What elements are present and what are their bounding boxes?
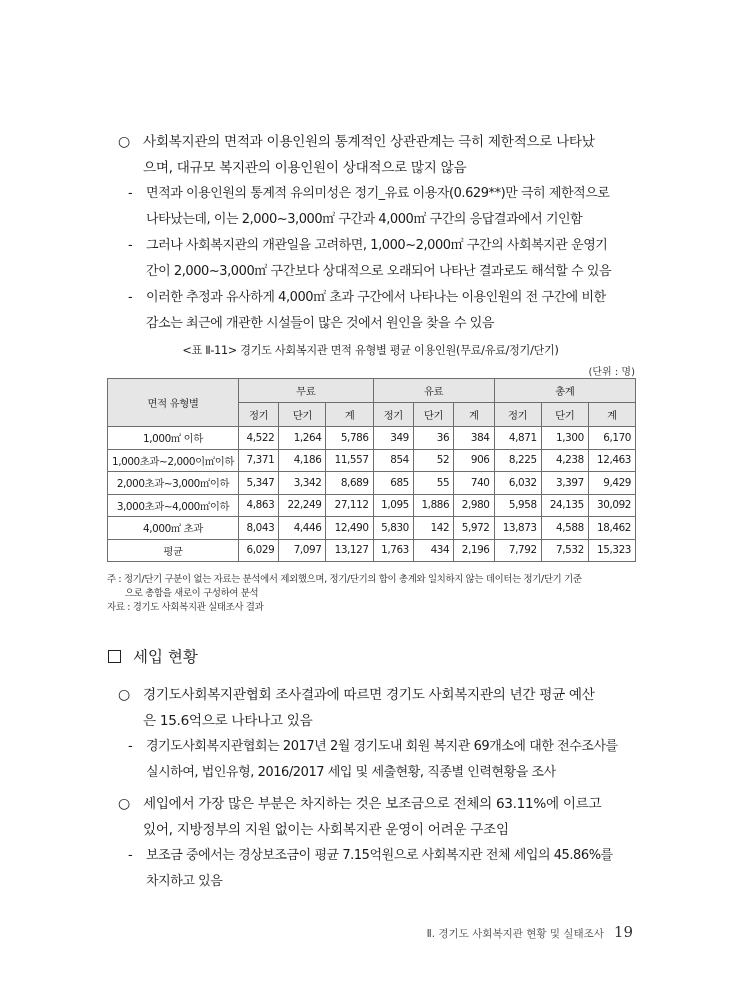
value-cell: 854 [373, 449, 413, 472]
table-note-continued: 으로 총합을 새로이 구성하여 분석 [125, 588, 259, 599]
value-cell: 384 [454, 427, 494, 450]
paragraph-line: 나타났는데, 이는 2,000~3,000㎡ 구간과 4,000㎡ 구간의 응답결과에서 기인함 [146, 212, 583, 227]
sub-header: 정기 [238, 403, 278, 427]
circle-bullet: ○ [118, 687, 131, 703]
table-notes [107, 573, 582, 615]
value-cell: 13,127 [326, 539, 373, 562]
value-cell: 30,092 [588, 494, 635, 517]
value-cell: 740 [454, 472, 494, 495]
value-cell: 9,429 [588, 472, 635, 495]
sub-header: 정기 [373, 403, 413, 427]
value-cell: 6,170 [588, 427, 635, 450]
area-type-cell: 2,000초과~3,000㎡이하 [108, 472, 239, 495]
paragraph-line: 은 15.6억으로 나타나고 있음 [143, 713, 313, 729]
paragraph-line: 간이 2,000~3,000㎡ 구간보다 상대적으로 오래되어 나타난 결과로도 해석할 수 있음 [146, 264, 612, 279]
value-cell: 36 [413, 427, 453, 450]
value-cell: 1,095 [373, 494, 413, 517]
value-cell: 349 [373, 427, 413, 450]
circle-bullet: ○ [118, 134, 131, 150]
dash-bullet: - [128, 186, 133, 201]
value-cell: 7,532 [541, 539, 588, 562]
dash-bullet: - [128, 238, 133, 253]
value-cell: 1,763 [373, 539, 413, 562]
paragraph-line: 감소는 최근에 개관한 시설들이 많은 것에서 원인을 찾을 수 있음 [146, 316, 494, 331]
group-header: 무료 [238, 379, 373, 403]
value-cell: 2,196 [454, 539, 494, 562]
sub-header: 계 [326, 403, 373, 427]
value-cell: 1,300 [541, 427, 588, 450]
value-cell: 8,689 [326, 472, 373, 495]
value-cell: 4,186 [279, 449, 326, 472]
value-cell: 24,135 [541, 494, 588, 517]
value-cell: 8,225 [494, 449, 541, 472]
value-cell: 12,463 [588, 449, 635, 472]
table-row [108, 494, 636, 517]
usage-table [107, 378, 636, 562]
value-cell: 8,043 [238, 517, 278, 540]
value-cell: 4,522 [238, 427, 278, 450]
value-cell: 6,032 [494, 472, 541, 495]
table-body [108, 427, 636, 562]
table-row [108, 427, 636, 450]
value-cell: 1,886 [413, 494, 453, 517]
value-cell: 4,446 [279, 517, 326, 540]
table-row [108, 472, 636, 495]
page-number: 19 [613, 923, 633, 941]
page-footer [427, 923, 633, 941]
value-cell: 18,462 [588, 517, 635, 540]
paragraph-line: 보조금 중에서는 경상보조금이 평균 7.15억원으로 사회복지관 전체 세입의 45.86%를 [146, 848, 613, 863]
area-type-cell: 평균 [108, 539, 239, 562]
paragraph-line: 세입에서 가장 많은 부분은 차지하는 것은 보조금으로 전체의 63.11%에 이르고 [143, 796, 602, 812]
value-cell: 7,792 [494, 539, 541, 562]
area-type-cell: 1,000초과~2,000이㎡이하 [108, 449, 239, 472]
paragraph-line: 사회복지관의 면적과 이용인원의 통계적인 상관관계는 극히 제한적으로 나타났 [143, 134, 595, 150]
sub-header: 계 [588, 403, 635, 427]
row-header: 면적 유형별 [108, 379, 239, 427]
table-note: 주 : 정기/단기 구분이 없는 자료는 분석에서 제외했으며, 정기/단기의 합이 총계와 일치하지 않는 데이터는 정기/단기 기준 [107, 574, 582, 585]
value-cell: 13,873 [494, 517, 541, 540]
value-cell: 12,490 [326, 517, 373, 540]
paragraph-line: 그러나 사회복지관의 개관일을 고려하면, 1,000~2,000㎡ 구간의 사회복지관 운영기 [146, 238, 608, 253]
paragraph-line: 으며, 대규모 복지관의 이용인원이 상대적으로 많지 않음 [143, 160, 467, 176]
dash-bullet: - [128, 739, 133, 754]
paragraph-line: 있어, 지방정부의 지원 없이는 사회복지관 운영이 어려운 구조임 [143, 822, 509, 838]
paragraph-line: 실시하여, 법인유형, 2016/2017 세입 및 세출현황, 직종별 인력현황을 조사 [146, 765, 556, 780]
value-cell: 142 [413, 517, 453, 540]
value-cell: 906 [454, 449, 494, 472]
value-cell: 11,557 [326, 449, 373, 472]
table-row [108, 517, 636, 540]
sub-header: 계 [454, 403, 494, 427]
dash-bullet: - [128, 290, 133, 305]
chapter-title: Ⅱ. 경기도 사회복지관 현황 및 실태조사 [426, 928, 604, 940]
value-cell: 434 [413, 539, 453, 562]
square-bullet-icon [108, 650, 121, 663]
paragraph-line: 경기도사회복지관협회 조사결과에 따르면 경기도 사회복지관의 년간 평균 예산 [143, 687, 595, 703]
area-type-cell: 1,000㎡ 이하 [108, 427, 239, 450]
sub-header: 단기 [413, 403, 453, 427]
value-cell: 4,863 [238, 494, 278, 517]
area-type-cell: 3,000초과~4,000㎡이하 [108, 494, 239, 517]
group-header: 유료 [373, 379, 494, 403]
section-title: 세입 현황 [133, 648, 198, 666]
value-cell: 55 [413, 472, 453, 495]
group-header: 총계 [494, 379, 635, 403]
value-cell: 4,588 [541, 517, 588, 540]
value-cell: 7,371 [238, 449, 278, 472]
value-cell: 22,249 [279, 494, 326, 517]
table-unit: (단위 : 명) [588, 367, 635, 378]
area-type-cell: 4,000㎡ 초과 [108, 517, 239, 540]
value-cell: 7,097 [279, 539, 326, 562]
paragraph-line: 이러한 추정과 유사하게 4,000㎡ 초과 구간에서 나타나는 이용인원의 전 구간에 비한 [146, 290, 606, 305]
value-cell: 3,342 [279, 472, 326, 495]
value-cell: 5,786 [326, 427, 373, 450]
circle-bullet: ○ [118, 796, 131, 812]
value-cell: 685 [373, 472, 413, 495]
value-cell: 4,238 [541, 449, 588, 472]
value-cell: 4,871 [494, 427, 541, 450]
value-cell: 5,958 [494, 494, 541, 517]
value-cell: 6,029 [238, 539, 278, 562]
value-cell: 27,112 [326, 494, 373, 517]
value-cell: 2,980 [454, 494, 494, 517]
paragraph-line: 면적과 이용인원의 통계적 유의미성은 정기_유료 이용자(0.629**)만 극히 제한적으로 [146, 186, 610, 201]
sub-header: 단기 [541, 403, 588, 427]
table-caption: <표 Ⅱ-11> 경기도 사회복지관 면적 유형별 평균 이용인원(무료/유료/정기/단기) [182, 344, 559, 357]
value-cell: 3,397 [541, 472, 588, 495]
value-cell: 5,830 [373, 517, 413, 540]
paragraph-line: 경기도사회복지관협회는 2017년 2월 경기도내 회원 복지관 69개소에 대한 전수조사를 [146, 739, 618, 754]
value-cell: 52 [413, 449, 453, 472]
section-heading [108, 646, 198, 668]
sub-header: 정기 [494, 403, 541, 427]
sub-header: 단기 [279, 403, 326, 427]
dash-bullet: - [128, 848, 133, 863]
value-cell: 5,972 [454, 517, 494, 540]
table-row [108, 539, 636, 562]
value-cell: 1,264 [279, 427, 326, 450]
value-cell: 5,347 [238, 472, 278, 495]
table-row [108, 449, 636, 472]
table-source: 자료 : 경기도 사회복지관 실태조사 결과 [107, 602, 264, 613]
value-cell: 15,323 [588, 539, 635, 562]
paragraph-line: 차지하고 있음 [146, 874, 223, 889]
